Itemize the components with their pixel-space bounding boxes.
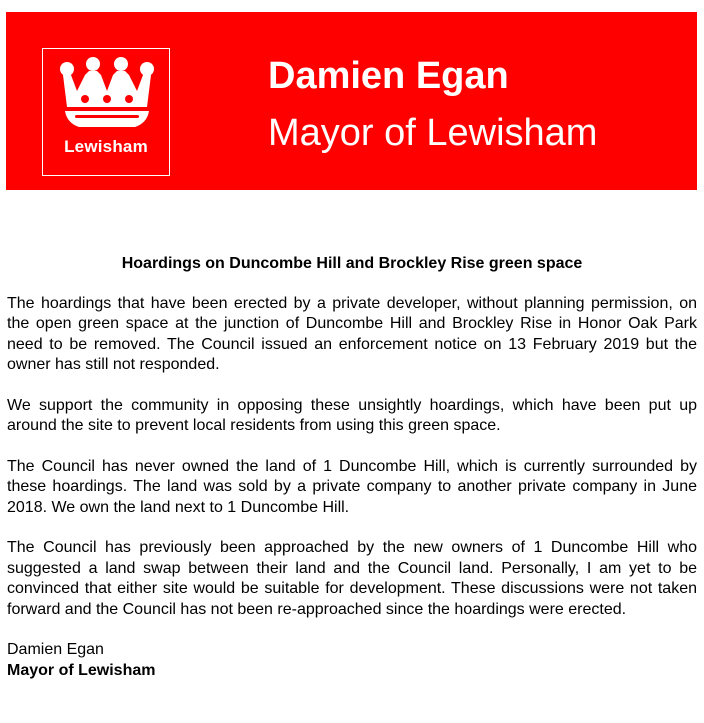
signature-name: Damien Egan	[7, 641, 104, 658]
paragraph: We support the community in opposing these unsightly hoardings, which have been put up around the site to prevent local residents from using this green space.	[7, 396, 697, 434]
article	[7, 254, 697, 681]
paragraph: The Council has never owned the land of 1 Duncombe Hill, which is currently surrounded by these hoardings. The land was sold by a private company to another private company in June 2018. We own the land next to 1 Duncombe Hill.	[7, 457, 697, 516]
logo-label: Lewisham	[64, 137, 148, 156]
paragraph: The Council has previously been approached by the new owners of 1 Duncombe Hill who suggested a land swap between their land and the Council land. Personally, I am yet to be convinced that either site would be suitable for development. These discussions were not taken forward and the Council has not been re-approached since the hoardings were erected.	[7, 539, 697, 618]
paragraph: The hoardings that have been erected by a private developer, without planning permission, on the open green space at the junction of Duncombe Hill and Brockley Rise in Honor Oak Park need to be removed. The Council issued an enforcement notice on 13 February 2019 but the owner has still not responded.	[7, 294, 697, 373]
crown-icon	[55, 57, 159, 137]
header-banner	[6, 12, 697, 190]
lewisham-logo	[42, 48, 170, 176]
mayor-name: Damien Egan	[268, 55, 509, 97]
article-heading: Hoardings on Duncombe Hill and Brockley Rise green space	[121, 255, 583, 272]
signature-title: Mayor of Lewisham	[7, 661, 156, 679]
mayor-title: Mayor of Lewisham	[268, 112, 598, 154]
